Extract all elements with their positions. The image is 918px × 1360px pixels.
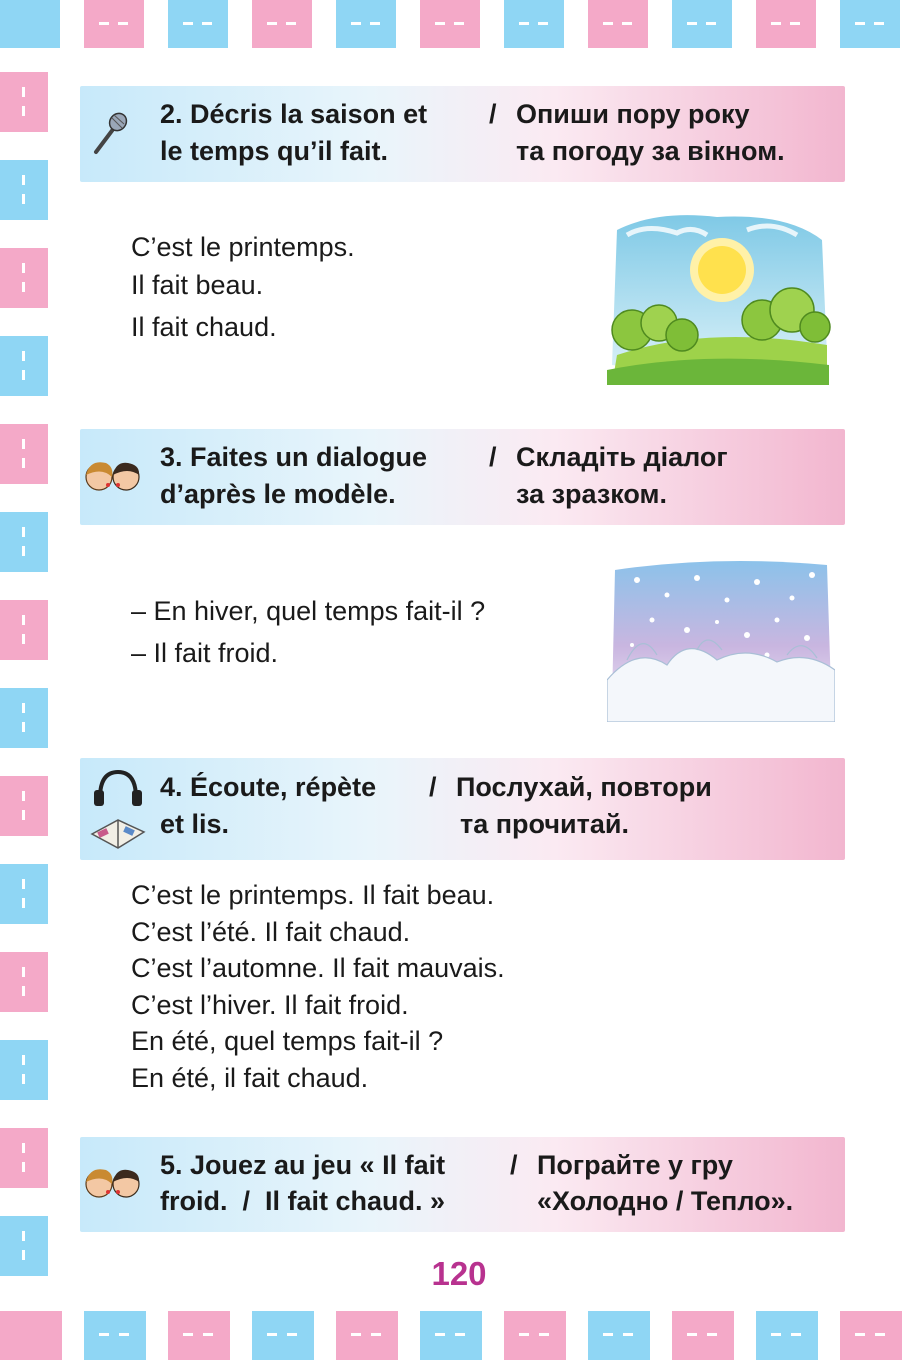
border-tile — [252, 0, 312, 48]
text-line: Il fait beau. — [131, 270, 264, 300]
border-tile — [420, 0, 480, 48]
border-tile — [336, 0, 396, 48]
left-border — [0, 60, 50, 1300]
title-separator: / — [510, 1150, 518, 1180]
border-tile — [336, 1311, 398, 1360]
border-tile — [0, 864, 48, 924]
text-line: C’est le printemps. — [131, 232, 355, 262]
border-tile — [168, 0, 228, 48]
microphone-icon — [88, 108, 130, 158]
border-tile — [84, 1311, 146, 1360]
border-tile — [672, 1311, 734, 1360]
title-separator: / — [489, 442, 497, 472]
exercise-title-uk: «Холодно / Тепло». — [537, 1186, 794, 1216]
border-tile — [84, 0, 144, 48]
bottom-border — [0, 1305, 918, 1360]
exercise-title-fr: le temps qu’il fait. — [160, 136, 389, 166]
exercise-title-fr: d’après le modèle. — [160, 479, 396, 509]
text-line: En été, quel temps fait-il ? — [131, 1026, 444, 1056]
border-tile — [420, 1311, 482, 1360]
exercise-title-uk: Складіть діалог — [516, 442, 728, 472]
border-tile — [252, 1311, 314, 1360]
border-tile — [756, 1311, 818, 1360]
text-line: En été, il fait chaud. — [131, 1063, 369, 1093]
border-tile — [0, 1128, 48, 1188]
winter-illustration — [607, 550, 835, 722]
border-tile — [672, 0, 732, 48]
text-line: C’est l’automne. Il fait mauvais. — [131, 953, 505, 983]
exercise-title-fr: 5. Jouez au jeu « Il fait — [160, 1150, 446, 1180]
border-tile — [0, 512, 48, 572]
headphones-book-icon — [88, 764, 146, 856]
border-tile — [0, 72, 48, 132]
exercise-title-uk: за зразком. — [516, 479, 668, 509]
border-tile — [840, 1311, 902, 1360]
exercise-title-uk: Пограйте у гру — [537, 1150, 733, 1180]
exercise-title-fr: et lis. — [160, 809, 230, 839]
top-border — [0, 0, 918, 55]
exercise-title-uk: Послухай, повтори — [456, 772, 712, 802]
title-separator: / — [429, 772, 437, 802]
border-tile — [0, 952, 48, 1012]
border-tile — [0, 1040, 48, 1100]
exercise-4-banner — [80, 758, 845, 860]
text-line: Il fait chaud. — [131, 312, 277, 342]
border-tile — [588, 1311, 650, 1360]
border-tile — [0, 600, 48, 660]
border-tile — [588, 0, 648, 48]
text-line: C’est l’été. Il fait chaud. — [131, 917, 411, 947]
border-tile — [0, 688, 48, 748]
exercise-3-banner — [80, 429, 845, 525]
border-tile — [0, 776, 48, 836]
border-tile — [0, 248, 48, 308]
exercise-2-banner — [80, 86, 845, 182]
two-children-icon — [82, 457, 144, 497]
exercise-title-uk: та прочитай. — [460, 809, 629, 839]
text-line: C’est le printemps. Il fait beau. — [131, 880, 495, 910]
dialogue-line: – Il fait froid. — [131, 638, 279, 668]
text-line: C’est l’hiver. Il fait froid. — [131, 990, 409, 1020]
spring-illustration — [597, 205, 832, 385]
border-tile — [0, 0, 60, 48]
border-tile — [756, 0, 816, 48]
exercise-title-fr: 2. Décris la saison et — [160, 99, 428, 129]
exercise-title-fr: froid. / Il fait chaud. » — [160, 1186, 446, 1216]
two-children-icon — [82, 1164, 144, 1204]
border-tile — [0, 1311, 62, 1360]
border-tile — [0, 336, 48, 396]
border-tile — [0, 424, 48, 484]
exercise-title-uk: та погоду за вікном. — [516, 136, 785, 166]
exercise-5-banner — [80, 1137, 845, 1232]
border-tile — [840, 0, 900, 48]
exercise-title-fr: 3. Faites un dialogue — [160, 442, 428, 472]
title-separator: / — [489, 99, 497, 129]
border-tile — [504, 1311, 566, 1360]
page-number: 120 — [431, 1255, 487, 1292]
border-tile — [0, 160, 48, 220]
dialogue-line: – En hiver, quel temps fait-il ? — [131, 596, 486, 626]
exercise-title-fr: 4. Écoute, répète — [160, 772, 377, 802]
border-tile — [168, 1311, 230, 1360]
border-tile — [504, 0, 564, 48]
exercise-title-uk: Опиши пору року — [516, 99, 750, 129]
